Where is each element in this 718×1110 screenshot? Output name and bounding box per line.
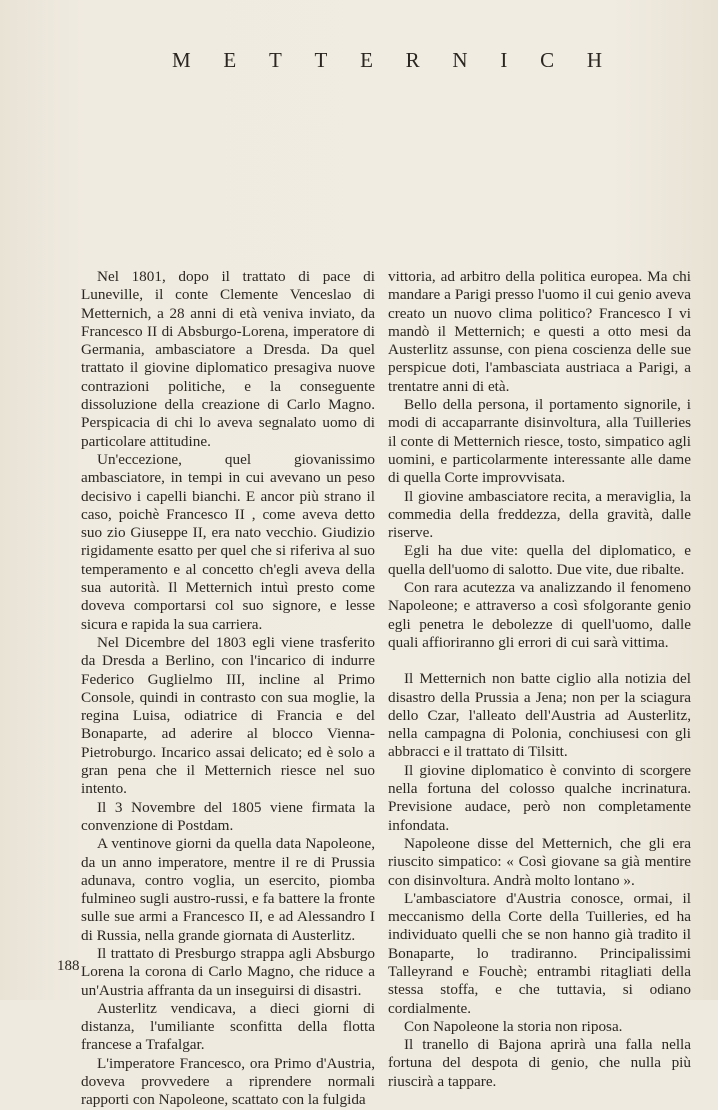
page-number: 188 [57, 958, 80, 974]
paragraph: Egli ha due vite: quella del diplomatico, e quella dell'uomo di salotto. Due vite, due ribalte. [388, 542, 691, 578]
paragraph: Il Metternich non batte ciglio alla notizia del disastro della Prussia a Jena; non per la sciagura dello Czar, l'alleato dell'Austria ad Austerlitz, nella campagna di Polonia, conchiusesi con gli abbracci e il trattato di Tilsitt. [388, 670, 691, 761]
paragraph: Il tranello di Bajona aprirà una falla nella fortuna del despota di genio, che nulla più riuscirà a tappare. [388, 1036, 691, 1090]
paragraph: vittoria, ad arbitro della politica europea. Ma chi mandare a Parigi presso l'uomo il cui genio aveva creato un nuovo clima politico? Francesco I vi mandò il Metternich; e questi a otto mesi da Austerlitz assunse, con piena coscienza delle sue perspicue doti, l'ambasciata austriaca a Parigi, a trentatre anni di età. [388, 268, 691, 395]
paragraph: Nel 1801, dopo il trattato di pace di Luneville, il conte Clemente Venceslao di Metternich, a 28 anni di età veniva inviato, da Francesco II di Absburgo-Lorena, imperatore di Germania, ambasciatore a Dresda. Da quel trattato il giovine diplomatico presagiva nuove contrazioni politiche, e la conseguente dissoluzione della creazione di Carlo Magno. Perspicacia di chi lo aveva segnalato uomo di particolare attitudine. [81, 268, 375, 450]
paragraph: L'ambasciatore d'Austria conosce, ormai, il meccanismo della Corte della Tuilleries, ed ha individuato quelli che se non hanno già tradito il Bonaparte, lo tradiranno. Principalissimi Talleyrand e Fouchè; entrambi ritagliati della stessa stoffa, e che tuttavia, si odiano cordialmente. [388, 889, 691, 1017]
running-head-letter: T [268, 48, 282, 72]
running-head-letter: C [540, 48, 555, 72]
paragraph: Con rara acutezza va analizzando il fenomeno Napoleone; e attraverso a così sfolgorante genio egli penetra le debolezze di quell'uomo, dalle quali affioriranno gli errori di cui sarà vittima. [388, 579, 691, 651]
running-head-letter: N [452, 48, 468, 72]
running-head-letter: R [405, 48, 420, 72]
paragraph: Bello della persona, il portamento signorile, i modi di accaparrante disinvoltura, alla Tuilleries il conte di Metternich riesce, tosto, simpatico agli uomini, e particolarmente interessante alle dame di quella Corte improvvisata. [388, 396, 691, 487]
running-head-letter: E [223, 48, 237, 72]
paragraph: Il trattato di Presburgo strappa agli Absburgo Lorena la corona di Carlo Magno, che riduce a un'Austria affranta da un inseguirsi di disastri. [81, 944, 375, 999]
paragraph: A ventinove giorni da quella data Napoleone, da un anno imperatore, mentre il re di Prussia adunava, contro voglia, un esercito, piomba fulmineo sugli austro-russi, e fa battere la fronte sulle sue armi a Francesco II, e ad Alessandro I di Russia, nella grande giornata di Austerlitz. [81, 835, 375, 944]
text-column-left [81, 268, 375, 1110]
running-head-letter: T [314, 48, 328, 72]
text-column-right [388, 268, 691, 1091]
running-head-letter: H [586, 48, 602, 72]
paragraph: Nel Dicembre del 1803 egli viene trasferito da Dresda a Berlino, con l'incarico di indurre Federico Guglielmo III, incline al Primo Console, quindi in contrasto con sua moglie, la regina Luisa, odiatrice di Francia e del Bonaparte, ad aderire al blocco Vienna-Pietroburgo. Incarico assai delicato; ed è solo a gran pena che il Metternich riesce nel suo intento. [81, 633, 375, 798]
paragraph: Con Napoleone la storia non riposa. [404, 1017, 623, 1035]
paragraph: Il giovine diplomatico è convinto di scorgere nella fortuna del colosso qualche incrinatura. Previsione audace, però non completamente infondata. [388, 761, 691, 834]
paragraph: Il giovine ambasciatore recita, a meraviglia, la commedia della freddezza, della gravità, dalle riserve. [388, 487, 691, 542]
paragraph: Napoleone disse del Metternich, che gli era riuscito simpatico: « Così giovane sa già mentire con disinvoltura. Andrà molto lontano ». [388, 834, 691, 889]
paragraph: Il 3 Novembre del 1805 viene firmata la convenzione di Postdam. [81, 798, 375, 834]
running-head-letter: M [172, 48, 191, 72]
paragraph: Un'eccezione, quel giovanissimo ambasciatore, in tempi in cui avevano un peso decisivo i capelli bianchi. E ancor più strano il caso, poichè Francesco II , come aveva detto suo zio Giuseppe II, era nato vecchio. Giudizio rigidamente esatto per quel che si riferiva al suo temperamento e al concetto ch'egli aveva della sua autorità. Il Metternich intuì presto come doveva comportarsi col suo signore, e lesse sicura e rapida la sua carriera. [81, 450, 375, 633]
paragraph: L'imperatore Francesco, ora Primo d'Austria, doveva provvedere a riprendere normali rapporti con Napoleone, scattato con la fulgida [81, 1054, 375, 1109]
paragraph: Austerlitz vendicava, a dieci giorni di distanza, l'umiliante sconfitta della flotta francese a Trafalgar. [81, 999, 375, 1054]
running-head [172, 48, 602, 72]
running-head-letter: E [360, 48, 373, 72]
running-head-letter: I [500, 48, 508, 72]
